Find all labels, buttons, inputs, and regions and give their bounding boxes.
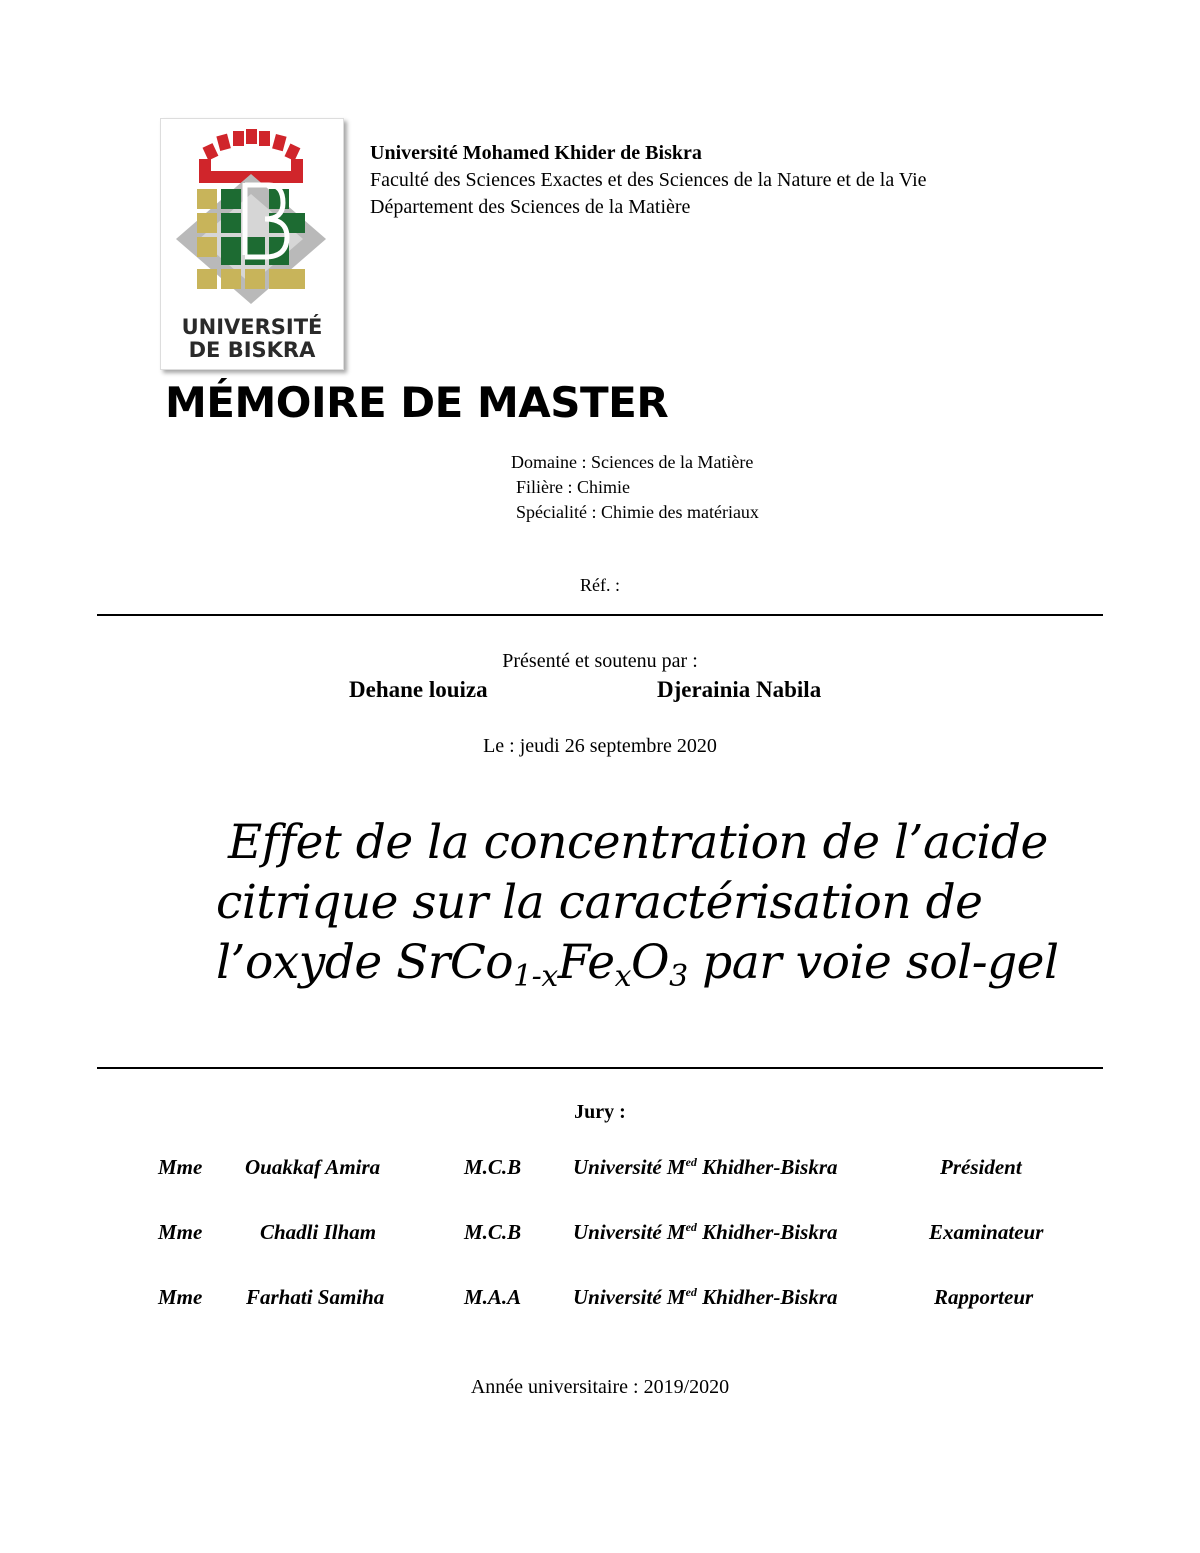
jury-grade: M.C.B: [464, 1155, 522, 1179]
university-logo: [160, 118, 344, 370]
jury-title: Mme: [158, 1220, 203, 1244]
thesis-title-line2: citrique sur la caractérisation de: [216, 875, 983, 930]
author-2: Djerainia Nabila: [657, 677, 822, 702]
logo-text-line2: DE BISKRA: [188, 338, 316, 362]
jury-row: [0, 1220, 1200, 1250]
defense-date: Le : jeudi 26 septembre 2020: [483, 735, 717, 757]
jury-name: Ouakkaf Amira: [245, 1155, 381, 1179]
top-divider: [97, 614, 1103, 616]
jury-row: [0, 1155, 1200, 1185]
department-name: Département des Sciences de la Matière: [370, 196, 691, 218]
jury-university: Université $M^{ed}$ Khidher-Biskra: [573, 1220, 838, 1244]
biskra-emblem-icon: [161, 119, 343, 369]
jury-label: Jury :: [574, 1101, 626, 1123]
jury-name: Farhati Samiha: [246, 1285, 385, 1309]
university-name: Université Mohamed Khider de Biskra: [370, 142, 702, 164]
logo-text-line1: UNIVERSITÉ: [181, 315, 323, 339]
domaine-line: Domaine : Sciences de la Matière: [511, 452, 754, 472]
program-info: [511, 450, 759, 525]
thesis-title-line1: Effet de la concentration de l’acide: [228, 815, 1048, 870]
jury-role: Président: [940, 1155, 1022, 1179]
jury-name: Chadli Ilham: [260, 1220, 377, 1244]
jury-row: [0, 1285, 1200, 1315]
faculty-name: Faculté des Sciences Exactes et des Sciences de la Nature et de la Vie: [370, 169, 927, 191]
author-1: Dehane louiza: [349, 677, 488, 702]
jury-university: Université $M^{ed}$ Khidher-Biskra: [573, 1155, 838, 1179]
jury-role: Examinateur: [929, 1220, 1044, 1244]
jury-role: Rapporteur: [934, 1285, 1034, 1309]
bottom-divider: [97, 1067, 1103, 1069]
academic-year: Année universitaire : 2019/2020: [470, 1376, 730, 1398]
jury-university: Université $M^{ed}$ Khidher-Biskra: [573, 1285, 838, 1309]
institution-block: [370, 140, 927, 221]
jury-title: Mme: [158, 1285, 203, 1309]
filiere-line: Filière : Chimie: [516, 477, 630, 497]
jury-title: Mme: [158, 1155, 203, 1179]
presented-by-label: Présenté et soutenu par :: [502, 650, 698, 672]
thesis-title-line3: l’oxyde $SrCo_{1-x}Fe_xO_3$ par voie sol-gel: [216, 935, 1059, 994]
jury-grade: M.C.B: [464, 1220, 522, 1244]
document-heading: MÉMOIRE DE MASTER: [165, 378, 669, 427]
specialite-line: Spécialité : Chimie des matériaux: [516, 502, 759, 522]
reference-line: Réf. :: [580, 575, 620, 595]
jury-grade: M.A.A: [464, 1285, 522, 1309]
